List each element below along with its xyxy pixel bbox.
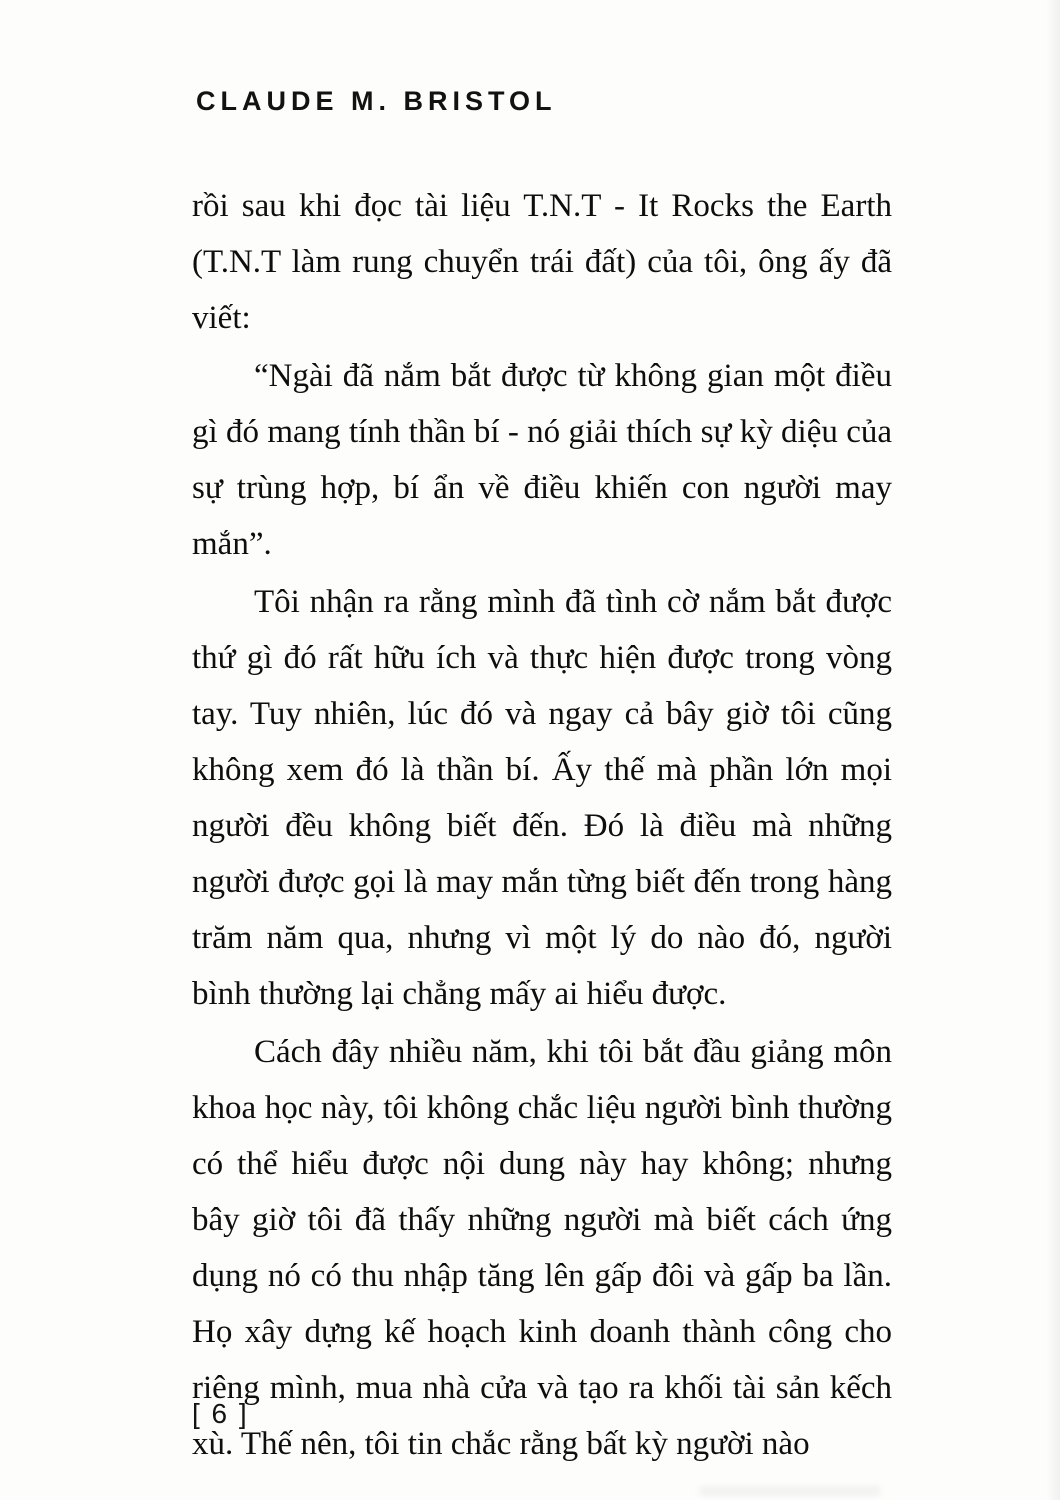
paragraph-continuation: rồi sau khi đọc tài liệu T.N.T - It Rocks the Earth (T.N.T làm rung chuyển trái đất) của tôi, ông ấy đã viết:	[192, 188, 892, 336]
page-number: [ 6 ]	[192, 1398, 249, 1429]
paragraph-body-1: Tôi nhận ra rằng mình đã tình cờ nắm bắt được thứ gì đó rất hữu ích và thực hiện được trong vòng tay. Tuy nhiên, lúc đó và ngay cả bây giờ tôi cũng không xem đó là thần bí. Ấy thế mà phần lớn mọi người đều không biết đến. Đó là điều mà những người được gọi là may mắn từng biết đến trong hàng trăm năm qua, nhưng vì một lý do nào đó, người bình thường lại chẳng mấy ai hiểu được.	[192, 584, 892, 1012]
page-bottom-smudge	[700, 1486, 880, 1496]
running-head-author: CLAUDE M. BRISTOL	[196, 86, 557, 116]
paragraph-quote: “Ngài đã nắm bắt được từ không gian một điều gì đó mang tính thần bí - nó giải thích sự kỳ diệu của sự trùng hợp, bí ẩn về điều khiến con người may mắn”.	[192, 358, 892, 562]
page-edge-shadow	[1046, 0, 1060, 1500]
paragraph-body-2: Cách đây nhiều năm, khi tôi bắt đầu giảng môn khoa học này, tôi không chắc liệu người bình thường có thể hiểu được nội dung này hay không; nhưng bây giờ tôi đã thấy những người mà biết cách ứng dụng nó có thu nhập tăng lên gấp đôi và gấp ba lần. Họ xây dựng kế hoạch kinh doanh thành công cho riêng mình, mua nhà cửa và tạo ra khối tài sản kếch xù. Thế nên, tôi tin chắc rằng bất kỳ người nào	[192, 1034, 892, 1462]
page-body	[192, 178, 892, 1474]
